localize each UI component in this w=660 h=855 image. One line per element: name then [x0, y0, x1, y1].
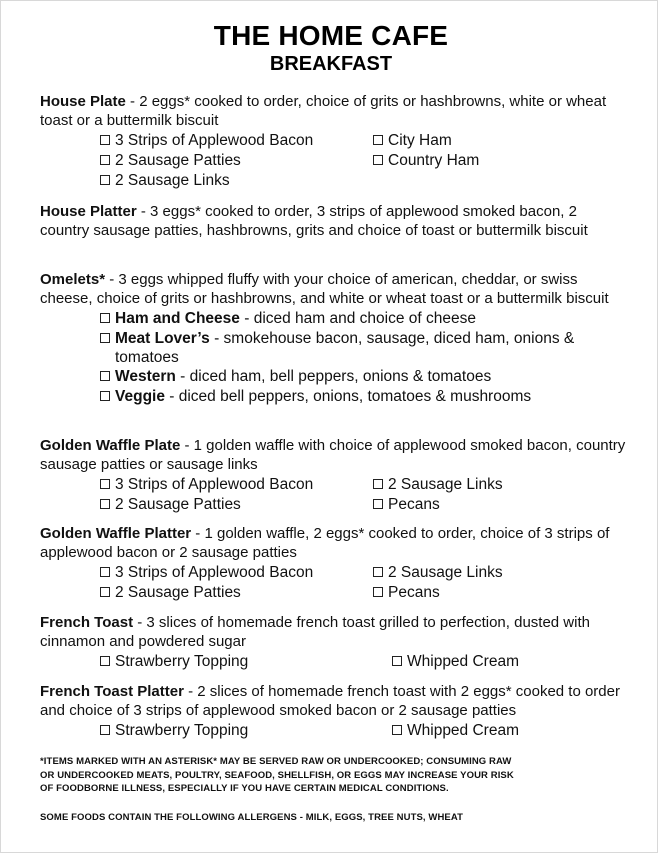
option-name: Veggie	[115, 388, 165, 405]
section-description	[40, 525, 630, 562]
option-item[interactable]	[100, 329, 590, 367]
checkbox-icon[interactable]	[100, 155, 110, 165]
checkbox-icon[interactable]	[100, 391, 110, 401]
option-label: Whipped Cream	[407, 722, 519, 739]
section-detail: - 3 slices of homemade french toast grilled to perfection, dusted with cinnamon and powdered sugar	[40, 614, 590, 650]
option-label: 2 Sausage Patties	[115, 152, 241, 169]
section-name: French Toast Platter	[40, 683, 184, 700]
section-detail: - 1 golden waffle with choice of applewood smoked bacon, country sausage patties or sausage links	[40, 437, 626, 473]
option-label: Pecans	[388, 496, 440, 513]
option-name: Ham and Cheese	[115, 310, 240, 327]
checkbox-icon[interactable]	[100, 333, 110, 343]
section-description	[40, 614, 630, 651]
checkbox-icon[interactable]	[100, 479, 110, 489]
checkbox-icon[interactable]	[100, 567, 110, 577]
option-label: 3 Strips of Applewood Bacon	[115, 132, 314, 149]
option-label: Whipped Cream	[407, 653, 519, 670]
warning-line: OR UNDERCOOKED MEATS, POULTRY, SEAFOOD, SHELLFISH, OR EGGS MAY INCREASE YOUR RISK	[40, 769, 514, 781]
option-item[interactable]	[373, 583, 440, 602]
checkbox-icon[interactable]	[100, 725, 110, 735]
section-description	[40, 683, 630, 720]
checkbox-icon[interactable]	[373, 499, 383, 509]
option-label: Strawberry Topping	[115, 722, 249, 739]
section-golden-waffle-platter	[40, 525, 630, 603]
checkbox-icon[interactable]	[100, 499, 110, 509]
checkbox-icon[interactable]	[100, 135, 110, 145]
section-description	[40, 203, 630, 240]
page-subtitle: BREAKFAST	[269, 53, 393, 75]
checkbox-icon[interactable]	[392, 656, 402, 666]
section-detail: - 3 eggs whipped fluffy with your choice of american, cheddar, or swiss cheese, choice of grits or hashbrowns, and white or wheat toast or a buttermilk biscuit	[40, 271, 609, 307]
option-detail: - diced bell peppers, onions, tomatoes & mushrooms	[164, 388, 532, 405]
option-label: 2 Sausage Links	[388, 564, 503, 581]
checkbox-icon[interactable]	[392, 725, 402, 735]
checkbox-icon[interactable]	[100, 371, 110, 381]
section-detail: - 3 eggs* cooked to order, 3 strips of applewood smoked bacon, 2 country sausage patties, hashbrowns, grits and choice of toast or buttermilk biscuit	[40, 203, 588, 239]
checkbox-icon[interactable]	[373, 587, 383, 597]
section-house-platter	[40, 203, 630, 240]
warning-line: OF FOODBORNE ILLNESS, ESPECIALLY IF YOU HAVE CERTAIN MEDICAL CONDITIONS.	[40, 783, 449, 794]
checkbox-icon[interactable]	[373, 135, 383, 145]
checkbox-icon[interactable]	[373, 155, 383, 165]
option-item[interactable]	[392, 652, 519, 671]
option-label: 3 Strips of Applewood Bacon	[115, 476, 314, 493]
warning-line: *ITEMS MARKED WITH AN ASTERISK* MAY BE SERVED RAW OR UNDERCOOKED; CONSUMING RAW	[40, 756, 512, 767]
section-description	[40, 437, 630, 474]
section-name: Omelets*	[40, 271, 106, 288]
section-name: House Plate	[40, 93, 126, 110]
section-french-toast-platter	[40, 683, 630, 741]
option-detail: - diced ham, bell peppers, onions & tomatoes	[175, 368, 492, 385]
checkbox-icon[interactable]	[100, 587, 110, 597]
checkbox-icon[interactable]	[100, 313, 110, 323]
option-label: 2 Sausage Links	[388, 476, 503, 493]
section-description	[40, 271, 630, 308]
option-item[interactable]	[100, 367, 590, 386]
option-label: 2 Sausage Patties	[115, 496, 241, 513]
option-item[interactable]	[100, 151, 241, 170]
section-golden-waffle-plate	[40, 437, 630, 515]
allergen-notice: SOME FOODS CONTAIN THE FOLLOWING ALLERGENS - MILK, EGGS, TREE NUTS, WHEAT	[40, 812, 464, 823]
option-name: Meat Lover’s	[115, 330, 210, 347]
checkbox-icon[interactable]	[100, 175, 110, 185]
option-item[interactable]	[100, 495, 241, 514]
section-name: French Toast	[40, 614, 134, 631]
option-label: 3 Strips of Applewood Bacon	[115, 564, 314, 581]
section-house-plate	[40, 93, 630, 191]
option-item[interactable]	[373, 495, 440, 514]
option-label: Strawberry Topping	[115, 653, 249, 670]
option-item[interactable]	[373, 475, 503, 494]
option-label: Country Ham	[388, 152, 480, 169]
section-name: House Platter	[40, 203, 137, 220]
option-item[interactable]	[100, 583, 241, 602]
option-detail: - smokehouse bacon, sausage, diced ham, onions & tomatoes	[115, 330, 575, 366]
section-name: Golden Waffle Plate	[40, 437, 181, 454]
option-item[interactable]	[100, 309, 590, 328]
option-label: City Ham	[388, 132, 452, 149]
option-item[interactable]	[392, 721, 519, 740]
section-detail: - 2 eggs* cooked to order, choice of grits or hashbrowns, white or wheat toast or a buttermilk biscuit	[40, 93, 607, 129]
option-item[interactable]	[100, 475, 313, 494]
option-label: Pecans	[388, 584, 440, 601]
section-description	[40, 93, 630, 130]
option-item[interactable]	[100, 387, 590, 406]
checkbox-icon[interactable]	[373, 479, 383, 489]
option-label: 2 Sausage Patties	[115, 584, 241, 601]
checkbox-icon[interactable]	[100, 656, 110, 666]
option-detail: - diced ham and choice of cheese	[239, 310, 477, 327]
option-label: 2 Sausage Links	[115, 172, 230, 189]
option-item[interactable]	[100, 563, 313, 582]
option-item[interactable]	[100, 721, 248, 740]
checkbox-icon[interactable]	[373, 567, 383, 577]
option-item[interactable]	[100, 131, 313, 150]
option-item[interactable]	[373, 131, 452, 150]
page-title: THE HOME CAFE	[213, 20, 449, 51]
option-item[interactable]	[100, 171, 230, 190]
section-french-toast	[40, 614, 630, 672]
raw-food-warning	[40, 755, 600, 796]
section-detail: - 2 slices of homemade french toast with 2 eggs* cooked to order and choice of 3 strips of applewood smoked bacon or 2 sausage patties	[40, 683, 620, 719]
section-name: Golden Waffle Platter	[40, 525, 192, 542]
option-item[interactable]	[373, 563, 503, 582]
section-omelets	[40, 271, 630, 405]
option-item[interactable]	[100, 652, 248, 671]
section-detail: - 1 golden waffle, 2 eggs* cooked to order, choice of 3 strips of applewood bacon or 2 sausage patties	[40, 525, 610, 561]
option-name: Western	[115, 368, 176, 385]
option-item[interactable]	[373, 151, 479, 170]
